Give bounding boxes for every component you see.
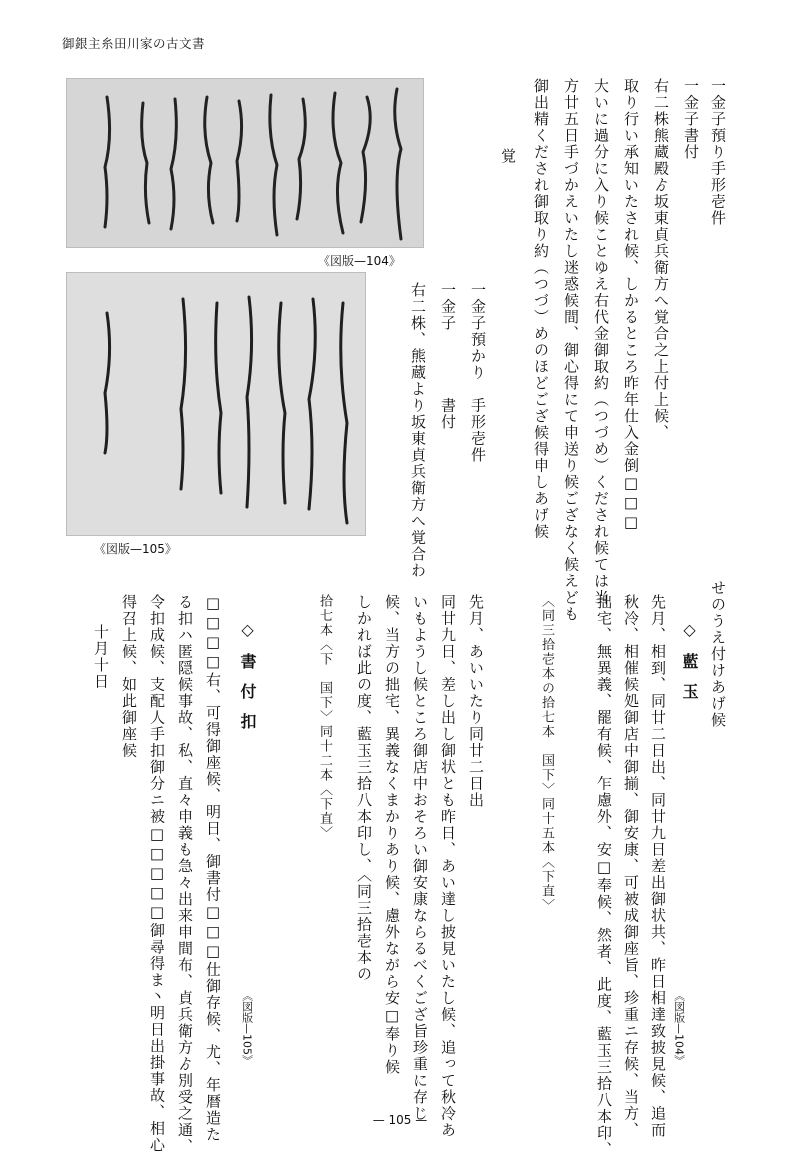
kaki-col-2: る扣ハ匿隠候事故、私、直々申義も急々出来申間布、貞兵衛方ゟ別受之通、: [176, 594, 194, 1155]
top-text-col-5: 大いに過分に入り候ことゆえ右代金御取約（つづめ）くだされ候ては当: [592, 78, 610, 606]
handwriting-scan-105: [67, 273, 365, 535]
ai-col-7: 同廿九日、差し出し御状とも昨日、あい達し披見いたし候、追って秋冷あ: [439, 594, 457, 1139]
document-photo-104: [66, 78, 424, 248]
top-text-col-6: 方廿五日手づかえいたし迷惑候間、御心得にて申送り候ござなく候えども: [562, 78, 580, 623]
kaki-col-4: 得召上候、如此御座候: [120, 594, 138, 759]
top-text-col-2: 一金子書付: [682, 78, 700, 161]
ai-col-9: 候、当方の拙宅、異義なくまかりあり候、慮外ながら安□奉り候: [383, 594, 401, 1076]
kaki-date: 十月十日: [92, 624, 110, 690]
top-text-col-4: 取り行い承知いたされ候、しかるところ昨年仕入金倒□□□: [622, 78, 640, 533]
ai-col-4: 〈同三拾壱本の拾七本 国下〉同十五本〈下直〉: [539, 594, 554, 913]
ai-intro-col: せのうえ付けあげ候: [709, 580, 727, 729]
middle-text-col-2: 一金子 書付: [439, 282, 457, 431]
kaki-heading: ◇書付扣: [238, 620, 257, 743]
ai-col-8: いもようし候ところ御店中おそろい御安康ならるべくござ旨珍重に存じ: [411, 594, 429, 1122]
ai-heading: ◇藍玉: [680, 620, 699, 713]
ai-col-2: 秋冷、相催候処御店中御揃、御安康、可被成御座旨、珍重ニ存候、当方、: [622, 594, 640, 1139]
ai-col-10: しかれば此の度、藍玉三拾八本印し、〈同三拾壱本の: [355, 594, 373, 983]
ai-col-1: 先月、相到、同廿二日出、同廿九日差出御状共、昨日相達致披見候、追而: [649, 594, 667, 1139]
kaki-figure-label: 《図版—105》: [240, 990, 254, 1066]
oboe-title: 覚: [499, 148, 517, 165]
page-header: 御銀主糸田川家の古文書: [62, 36, 206, 51]
page-number: — 105 —: [372, 1113, 428, 1127]
ai-col-3: 拙宅、無異義、罷有候、乍慮外、安□奉候、然者、此度、藍玉三拾八本印、: [595, 594, 613, 1158]
ai-col-11: 拾七本〈下 国下〉同十二本〈下直〉: [317, 594, 332, 841]
kaki-col-1: □□□□右、可得御座候、明日、御書付□□□仕御存候、尤、年暦造た: [204, 594, 222, 1143]
top-text-col-1: 一金子預り手形壱件: [709, 78, 727, 227]
figure-caption-104: 《図版—104》: [318, 254, 401, 268]
ai-col-6: 先月、あいいたり同廿二日出: [467, 594, 485, 809]
top-text-col-3: 右二株熊蔵殿ゟ坂東貞兵衛方へ覚合之上付上候、: [652, 78, 670, 441]
handwriting-scan-104: [67, 79, 423, 247]
document-photo-105: [66, 272, 366, 536]
top-text-col-7: 御出精くだされ御取り約（つづ）めのほどござ候得申しあげ候: [532, 78, 550, 540]
kaki-col-3: 令扣成候、支配人手扣御分ニ被□□□□□御尋得ま丶明日出掛事故、相心: [148, 594, 166, 1154]
middle-text-col-1: 一金子預かり 手形壱件: [469, 282, 487, 464]
figure-caption-105: 《図版—105》: [94, 542, 177, 556]
ai-figure-label: 《図版—104》: [672, 990, 686, 1066]
middle-text-col-3: 右二株、熊蔵より坂東貞兵衛方へ覚合わ: [409, 282, 427, 579]
